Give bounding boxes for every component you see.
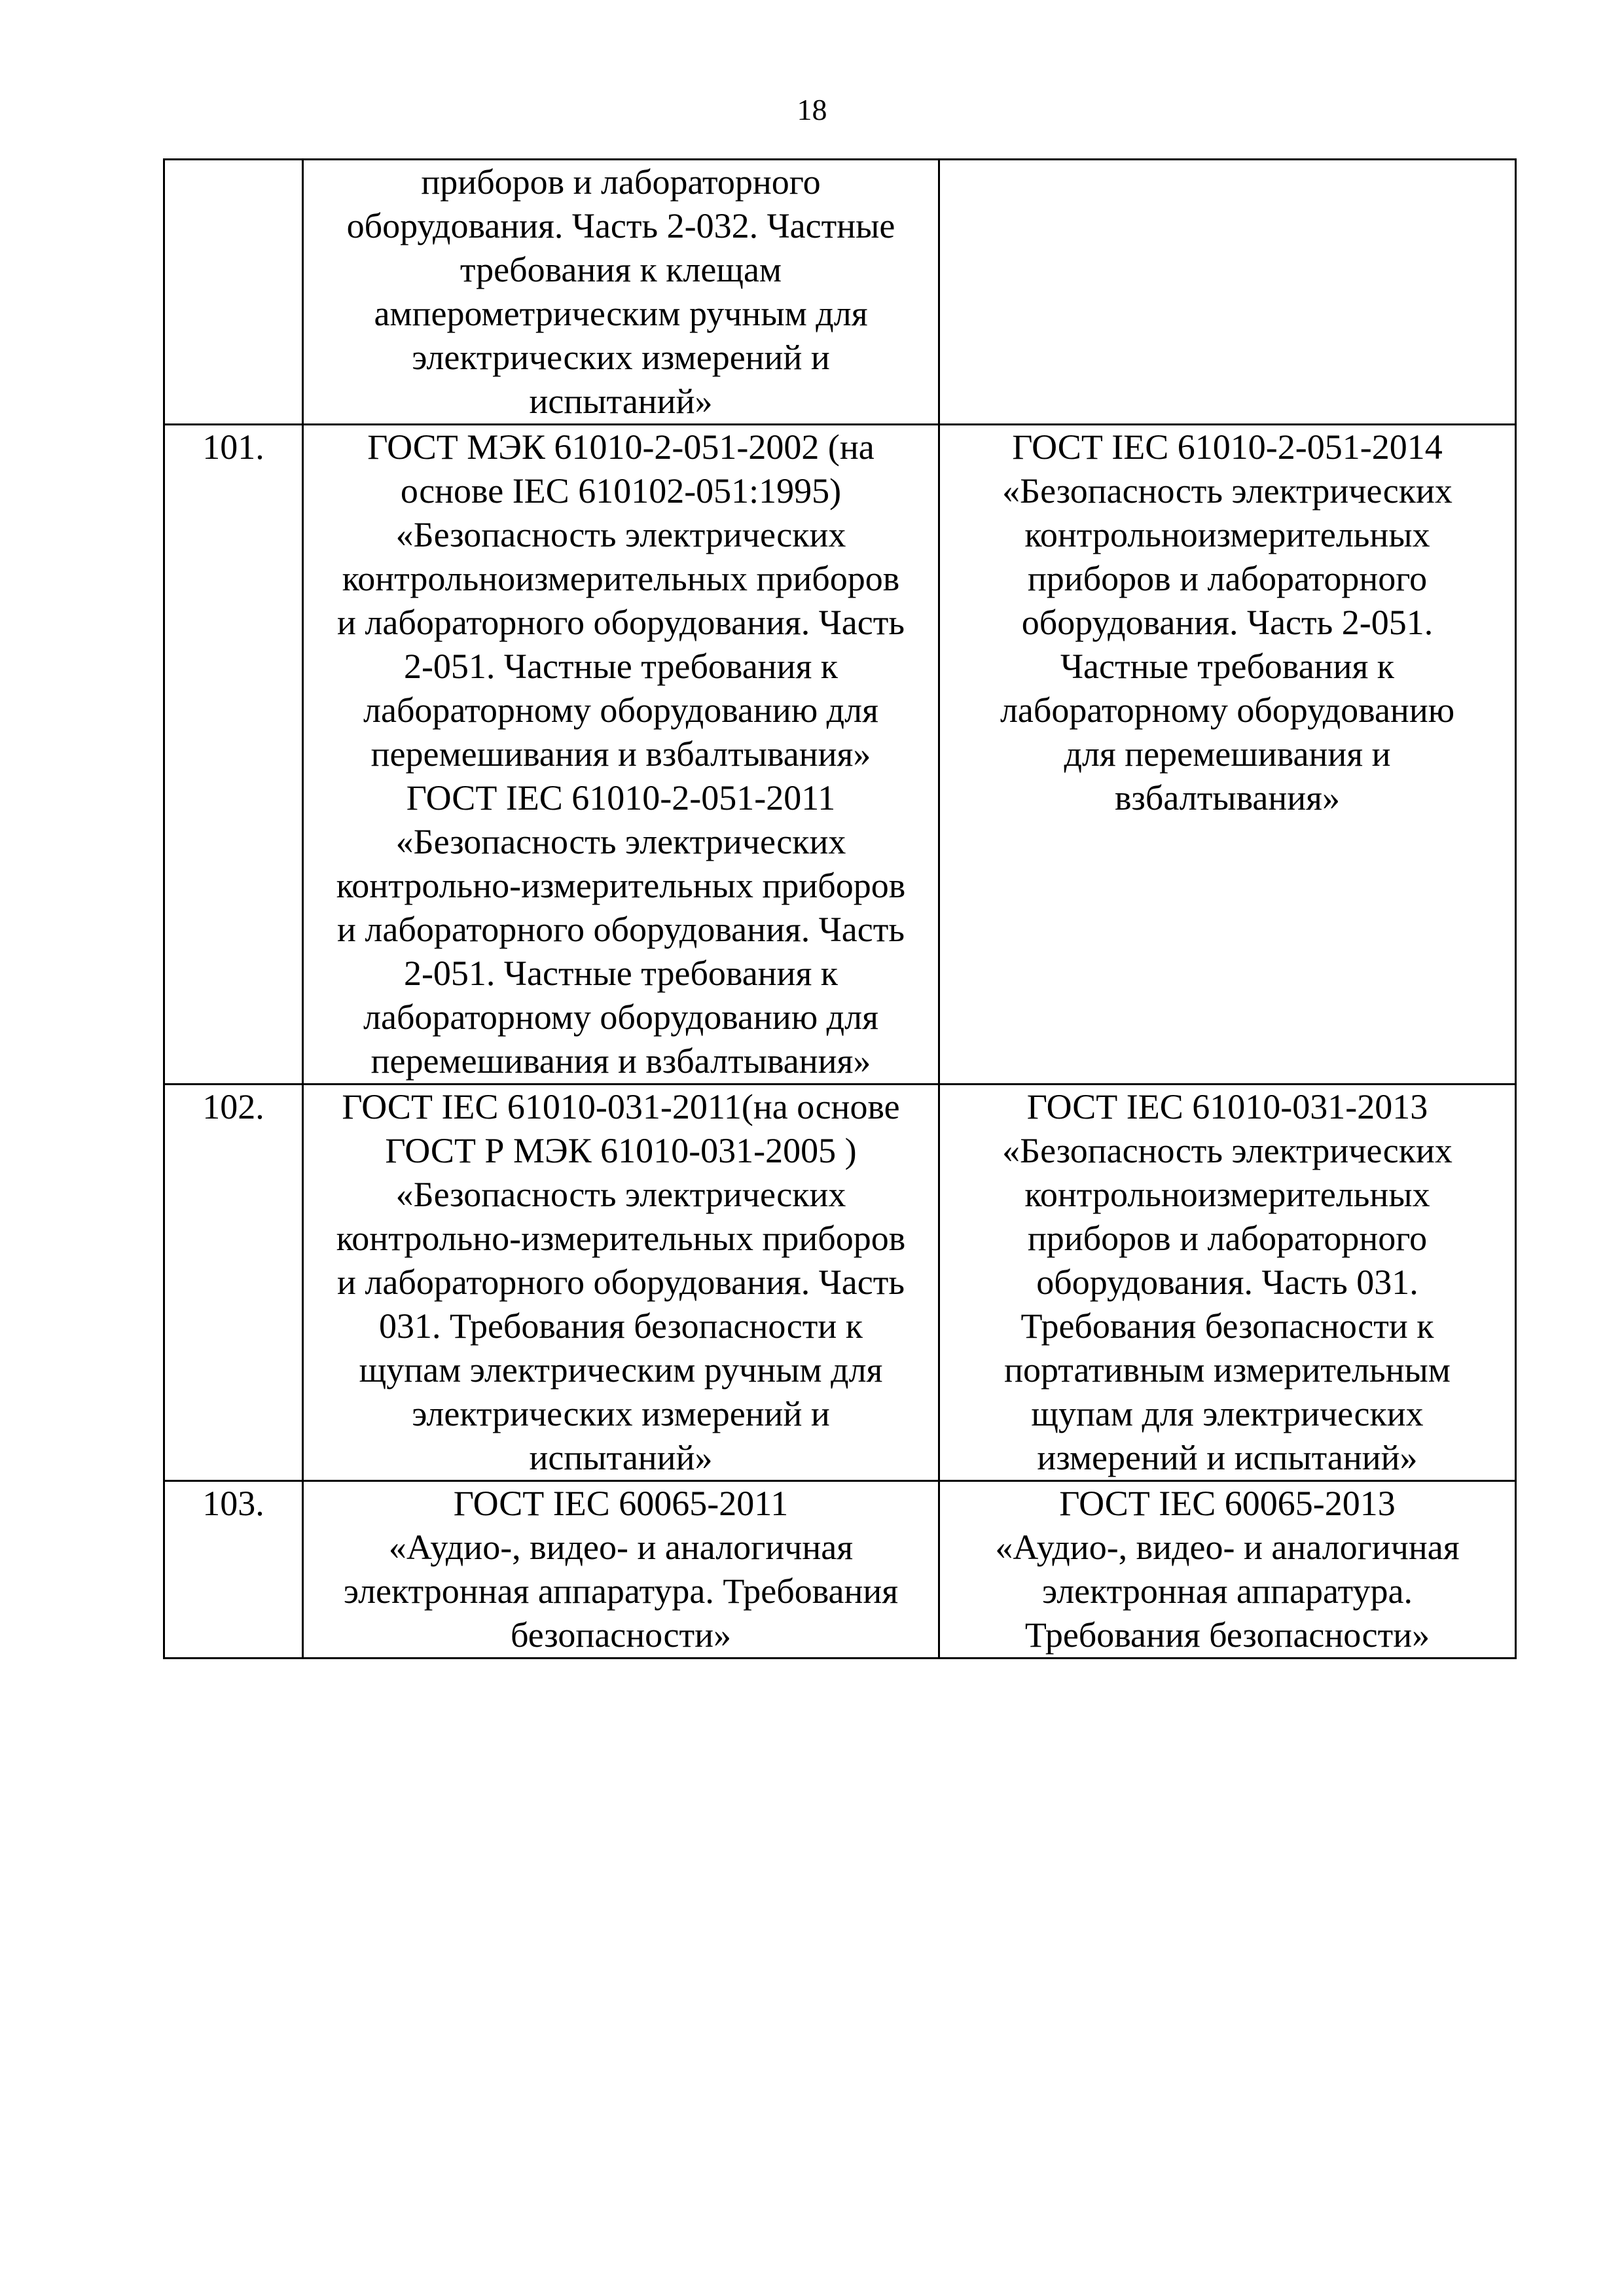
cell-text-line: контрольноизмерительных приборов xyxy=(342,559,900,598)
cell-text-line: Требования безопасности к xyxy=(1020,1306,1434,1346)
cell-text-line: ГОСТ IEC 61010-031-2013 xyxy=(1026,1087,1428,1126)
cell-text-line: портативным измерительным xyxy=(1004,1350,1451,1390)
cell-text-line: приборов и лабораторного xyxy=(421,162,821,202)
cell-text-line: амперометрическим ручным для xyxy=(374,294,868,333)
cell-text-line: контрольноизмерительных xyxy=(1024,515,1430,554)
cell-text-line: лабораторному оборудованию для xyxy=(363,997,878,1037)
row-number-cell: 102. xyxy=(164,1085,303,1481)
old-standard-cell xyxy=(303,1481,939,1659)
cell-text-line: контрольноизмерительных xyxy=(1024,1175,1430,1214)
page-number: 18 xyxy=(797,93,827,126)
cell-text-line: электрических измерений и xyxy=(412,1394,830,1433)
cell-text-line: «Безопасность электрических xyxy=(1002,471,1453,511)
cell-text-line: лабораторному оборудованию xyxy=(1000,691,1455,730)
cell-text-line: электронная аппаратура. Требования xyxy=(343,1571,899,1611)
cell-text-line: «Аудио-, видео- и аналогичная xyxy=(995,1528,1460,1567)
cell-text-line: Требования безопасности» xyxy=(1024,1615,1430,1655)
cell-text-line: и лабораторного оборудования. Часть xyxy=(337,1263,905,1302)
cell-text-line: электрических измерений и xyxy=(412,338,830,377)
cell-text-line: перемешивания и взбалтывания» xyxy=(370,734,871,774)
cell-text-line: основе IEC 610102-051:1995) xyxy=(400,471,842,511)
cell-text-line: ГОСТ IEC 61010-031-2011(на основе xyxy=(342,1087,900,1126)
old-standard-cell xyxy=(303,425,939,1085)
cell-text-line: 2-051. Частные требования к xyxy=(403,647,839,686)
cell-text-line: ГОСТ IEC 60065-2011 xyxy=(453,1484,789,1523)
cell-text-line: электронная аппаратура. xyxy=(1042,1571,1413,1611)
cell-text-line: для перемешивания и xyxy=(1064,734,1391,774)
cell-text-line: оборудования. Часть 2-032. Частные xyxy=(346,206,895,245)
cell-text-line: ГОСТ Р МЭК 61010-031-2005 ) xyxy=(385,1131,857,1170)
standards-table xyxy=(163,158,1517,1659)
cell-text-line: взбалтывания» xyxy=(1115,778,1340,817)
cell-text-line: измерений и испытаний» xyxy=(1037,1438,1418,1477)
cell-text-line: оборудования. Часть 031. xyxy=(1036,1263,1418,1302)
cell-text-line: «Безопасность электрических xyxy=(395,822,846,861)
row-number-cell: 103. xyxy=(164,1481,303,1659)
cell-text-line: контрольно-измерительных приборов xyxy=(336,1219,906,1258)
cell-text-line: требования к клещам xyxy=(460,250,782,289)
row-number-cell: 101. xyxy=(164,425,303,1085)
cell-text-line: «Аудио-, видео- и аналогичная xyxy=(388,1528,854,1567)
table-row xyxy=(164,425,1516,1085)
new-standard-cell xyxy=(939,160,1516,425)
cell-text-line: 031. Требования безопасности к xyxy=(379,1306,863,1346)
table-row xyxy=(164,1085,1516,1481)
new-standard-cell xyxy=(939,425,1516,1085)
cell-text-line: испытаний» xyxy=(529,382,713,421)
old-standard-cell xyxy=(303,1085,939,1481)
cell-text-line: лабораторному оборудованию для xyxy=(363,691,878,730)
standards-table-body xyxy=(164,160,1516,1659)
table-row xyxy=(164,1481,1516,1659)
cell-text-line: щупам для электрических xyxy=(1031,1394,1424,1433)
new-standard-cell xyxy=(939,1085,1516,1481)
cell-text-line: перемешивания и взбалтывания» xyxy=(370,1041,871,1081)
new-standard-cell xyxy=(939,1481,1516,1659)
cell-text-line: испытаний» xyxy=(529,1438,713,1477)
cell-text-line: 2-051. Частные требования к xyxy=(403,954,839,993)
cell-text-line: «Безопасность электрических xyxy=(395,1175,846,1214)
row-number-cell xyxy=(164,160,303,425)
cell-text-line: ГОСТ IEC 61010-2-051-2014 xyxy=(1012,427,1443,467)
cell-text-line: ГОСТ IEC 61010-2-051-2011 xyxy=(406,778,836,817)
cell-text-line: ГОСТ МЭК 61010-2-051-2002 (на xyxy=(367,427,875,467)
cell-text-line: и лабораторного оборудования. Часть xyxy=(337,910,905,949)
cell-text-line: Частные требования к xyxy=(1060,647,1395,686)
cell-text-line: ГОСТ IEC 60065-2013 xyxy=(1059,1484,1396,1523)
old-standard-cell xyxy=(303,160,939,425)
cell-text-line: безопасности» xyxy=(511,1615,731,1655)
cell-text-line: и лабораторного оборудования. Часть xyxy=(337,603,905,642)
table-row xyxy=(164,160,1516,425)
cell-text-line: «Безопасность электрических xyxy=(1002,1131,1453,1170)
cell-text-line: оборудования. Часть 2-051. xyxy=(1021,603,1434,642)
cell-text-line: «Безопасность электрических xyxy=(395,515,846,554)
cell-text-line: приборов и лабораторного xyxy=(1027,559,1428,598)
cell-text-line: контрольно-измерительных приборов xyxy=(336,866,906,905)
cell-text-line: щупам электрическим ручным для xyxy=(359,1350,883,1390)
cell-text-line: приборов и лабораторного xyxy=(1027,1219,1428,1258)
